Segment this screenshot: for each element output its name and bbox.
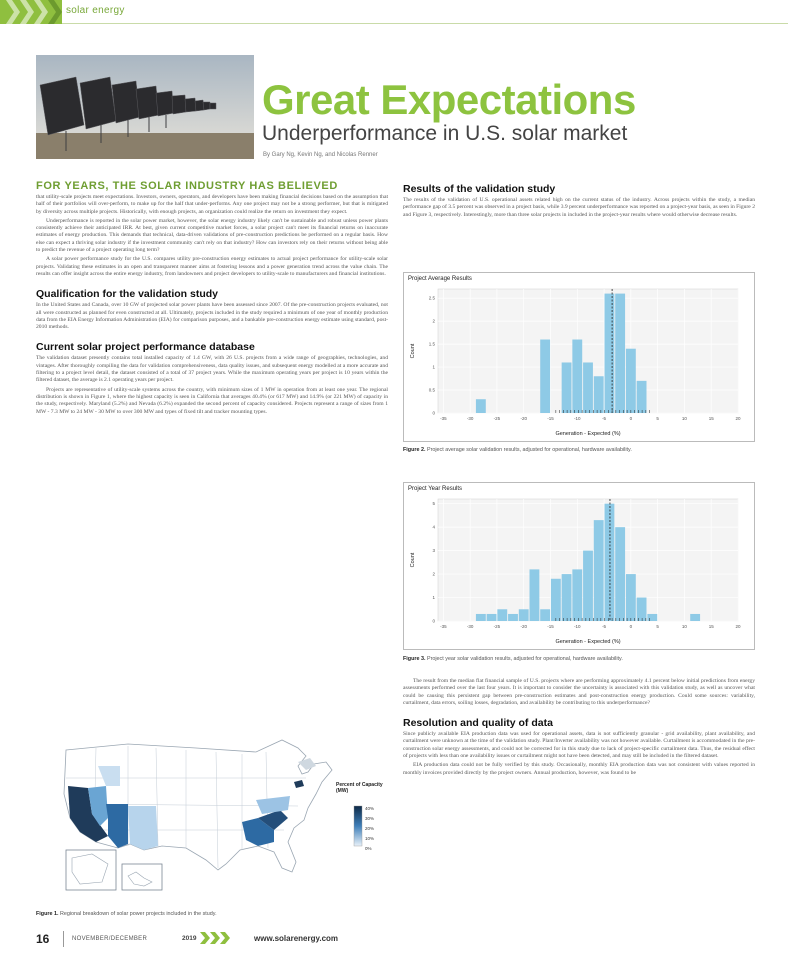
- page-footer: [36, 930, 756, 950]
- section-heading: Qualification for the validation study: [36, 288, 219, 301]
- right-column-bottom: [403, 678, 755, 777]
- map-legend-value: 0%: [365, 846, 372, 851]
- results-heading: Results of the validation study: [403, 183, 556, 195]
- histogram-bar: [647, 614, 657, 621]
- x-tick-label: 0: [629, 624, 633, 629]
- section-paragraph: The validation dataset presently contains total installed capacity of 1.4 GW, with 26 U.S. projects from a wide range of geographies, technologies, and vintages. After thoroughly compiling the data for validation comprehensiveness, data quality issues, and subsequent energy modelled at a more accurate and filtering to a project level detail, the dataset consisted of a total of 37 project years. While the maximum operating years per project is 10 years within the filtered dataset, the average is 2.1 operating years per project.: [36, 355, 388, 384]
- histogram-bar: [487, 614, 497, 621]
- map-legend-values: [365, 804, 374, 854]
- x-tick-label: 0: [629, 416, 633, 421]
- chevron-icon: [200, 932, 242, 944]
- histogram-bar: [551, 579, 561, 621]
- histogram-bar: [615, 527, 625, 621]
- article-title: Great Expectations: [262, 76, 636, 123]
- map-legend-value: 20%: [365, 826, 375, 831]
- caption-text: Project average solar validation results, adjusted for operational, hardware availability.: [426, 447, 632, 453]
- results-paragraph: The results of the validation of U.S. operational assets related high on the current status of the industry. Across projects within the study, a median performance gap of 3.5 percent was observed in a project basis, while 3.9 percent underperformance was reported on a project-year basis, as seen in Figure 2 and Figure 3, respectively. Interestingly, more than three solar projects in included in the project-year results where would otherwise decrease results.: [403, 197, 755, 218]
- y-tick-label: 4: [432, 524, 435, 530]
- section-label: solar energy: [66, 5, 125, 16]
- x-tick-label: 15: [708, 416, 714, 421]
- caption-label: Figure 2.: [403, 447, 426, 453]
- y-tick-label: 1: [432, 595, 435, 601]
- x-axis-label: Generation - Expected (%): [555, 639, 621, 645]
- caption-text: Project year solar validation results, adjusted for operational, hardware availability.: [426, 656, 623, 662]
- histogram-project-year: [404, 483, 756, 651]
- x-tick-label: 20: [735, 416, 741, 421]
- map-legend-value: 40%: [365, 806, 375, 811]
- histogram-bar: [476, 614, 486, 621]
- chevron-icon: [34, 0, 48, 24]
- x-tick-label: -25: [493, 416, 501, 421]
- y-tick-label: 5: [432, 501, 435, 507]
- histogram-bar: [583, 551, 593, 621]
- x-tick-label: 5: [656, 416, 659, 421]
- chevron-icon: [48, 0, 62, 24]
- results-paragraph: The result from the median flat financial sample of U.S. projects where are performing approximately 4.1 percent below initial predictions from energy assessments performed over the last four years. It is important to consider the uncertainty is associated with this validation study, as well as uncover what could be causing this persistent gap between pre-construction estimates and post-construction energy production. Could some sources: variability, curtailment, data errors, soiling losses, degradation, and availability be contributing to this underperformance?: [403, 678, 755, 706]
- left-column: [36, 180, 388, 416]
- y-tick-label: 0: [432, 410, 435, 416]
- y-tick-label: 0.5: [428, 387, 435, 393]
- article-kicker: FOR YEARS, THE SOLAR INDUSTRY HAS BELIEVED: [36, 180, 338, 192]
- right-column-top: [403, 183, 755, 219]
- histogram-bar: [626, 574, 636, 621]
- histogram-bar: [626, 349, 636, 413]
- section-paragraph: Projects are representative of utility-scale systems across the country, with minimum sizes of 1 MW in operation from at least one year. The regional distribution is shown in Figure 1, where the highest capacity is seen in California that averages 40.4% (or 617 MW) and 14.9% (or 221 MW) of capacity in the study, respectively. Maryland (5.2%) and Nevada (6.2%) expanded the second percent of capacity considered. Projects represent a range of sizes from 1 MW - 7.3 MW to 24 MW - 30 MW to over 300 MW and types of fixed tilt and tracker mounting types.: [36, 386, 388, 415]
- figure-1-caption: [36, 911, 217, 917]
- section-heading: Current solar project performance database: [36, 341, 255, 354]
- x-tick-label: -20: [520, 624, 527, 629]
- issue-date: NOVEMBER/DECEMBER: [72, 936, 148, 942]
- histogram-bar: [530, 569, 540, 621]
- x-tick-label: -30: [466, 416, 474, 421]
- histogram-bar: [594, 376, 604, 413]
- histogram-bar: [605, 294, 615, 413]
- map-legend-value: 10%: [365, 836, 375, 841]
- chevron-icon: [20, 0, 34, 24]
- intro-paragraph: Underperformance is reported in the solar power market, however, the solar energy industry likely can't be sustainable and robust unless power plants consistently achieve their anticipated IRR. At best, given current competitive market forces, a solar project can't meet its financial returns on inaccurate estimates of energy production. This demands that technical, data-driven validations of pre-construction predictions be performed on a regular basis. How else can expect a thriving solar industry if the investment community can't rely on that industry? How can investors rely on their returns without being able to predict the revenue of a project operating long term?: [36, 217, 388, 254]
- histogram-bar: [690, 614, 700, 621]
- x-tick-label: -10: [574, 624, 581, 629]
- page-number: 16: [36, 932, 50, 946]
- chart-title: Project Average Results: [408, 276, 472, 282]
- y-tick-label: 0: [432, 618, 435, 624]
- histogram-bar: [540, 340, 550, 413]
- histogram-bar: [497, 609, 507, 621]
- chart-title: Project Year Results: [408, 486, 463, 492]
- y-tick-label: 2.5: [428, 295, 435, 301]
- histogram-bar: [508, 614, 518, 621]
- website-link[interactable]: www.solarenergy.com: [254, 934, 339, 943]
- x-tick-label: 10: [681, 416, 687, 421]
- x-tick-label: -5: [602, 416, 607, 421]
- figure-2-caption: [403, 447, 632, 453]
- y-tick-label: 1.5: [428, 341, 435, 347]
- map-legend-scale: [354, 806, 362, 846]
- x-tick-label: -15: [547, 416, 554, 421]
- intro-paragraph: that utility-scale projects meet expectations. Investors, owners, operators, and developers have been making financial decisions based on the assumption that half of their portfolios will over-perform, to make up for the half that under-performs. Any one project may not be a strong performer, but that is mitigated by diversity across multiple projects. Historically, with enough projects, an organization could realize the return on investment they expect.: [36, 194, 388, 215]
- y-tick-label: 3: [432, 548, 435, 554]
- x-tick-label: 20: [735, 624, 741, 629]
- histogram-bar: [519, 609, 529, 621]
- x-tick-label: -5: [602, 624, 607, 629]
- histogram-bar: [562, 574, 572, 621]
- section-rule: [62, 23, 788, 24]
- intro-paragraph: A solar power performance study for the U.S. compares utility pre-construction energy estimates to actual project performance for utility-scale solar projects. Validating these estimates in an open and transparent manner aims at fostering lessons and a power generation trend across the value chain. The results can offer insight across the entire energy industry, from landowners and project developers to utility-scale to manufacturers and financial institutions.: [36, 256, 388, 277]
- x-tick-label: 10: [681, 624, 687, 629]
- x-tick-label: 5: [656, 624, 659, 629]
- section-paragraph: In the United States and Canada, over 10 GW of projected solar power plants have been assessed since 2007. Of the pre-construction projects evaluated, not all were constructed as planned for even constructed at all. Ultimately, projects included in the study required a minimum of one year of monthly production data from the EIA Energy Information Administration (EIA) for comparison purposes, and a bankable pre-construction energy estimate using standard, post-2010 methods.: [36, 302, 388, 331]
- chevron-icon: [6, 0, 20, 24]
- figure-project-year: [403, 482, 755, 650]
- issue-year: 2019: [182, 935, 197, 942]
- section-header: [0, 0, 788, 30]
- x-axis-label: Generation - Expected (%): [555, 431, 621, 437]
- histogram-bar: [637, 381, 647, 413]
- histogram-project-average: [404, 273, 756, 443]
- y-tick-label: 2: [432, 571, 435, 577]
- histogram-bar: [540, 609, 550, 621]
- article-byline: By Gary Ng, Kevin Ng, and Nicolas Renner: [263, 152, 378, 158]
- article-subtitle: Underperformance in U.S. solar market: [262, 122, 628, 145]
- x-tick-label: -15: [547, 624, 554, 629]
- state-new-mexico: [128, 806, 158, 850]
- x-tick-label: -10: [574, 416, 581, 421]
- y-axis-label: Count: [410, 343, 416, 359]
- histogram-bar: [572, 340, 582, 413]
- resolution-paragraph: EIA production data could not be fully verified by this study. Occasionally, monthly EIA production data was not consistent with values reported in monthly invoices provided directly by the project owners. Annual production, however, was found to be: [403, 762, 755, 776]
- map-legend-title: Percent of Capacity (MW): [336, 782, 383, 794]
- figure-project-average: [403, 272, 755, 442]
- x-tick-label: 15: [708, 624, 714, 629]
- y-tick-label: 2: [432, 318, 435, 324]
- resolution-heading: Resolution and quality of data: [403, 717, 553, 730]
- figure-us-map: [36, 722, 388, 902]
- figure-3-caption: [403, 656, 623, 662]
- map-legend-value: 30%: [365, 816, 375, 821]
- y-axis-label: Count: [410, 552, 416, 568]
- y-tick-label: 1: [432, 364, 435, 370]
- histogram-bar: [615, 294, 625, 413]
- x-tick-label: -20: [520, 416, 527, 421]
- x-tick-label: -35: [440, 416, 447, 421]
- footer-divider: [63, 931, 64, 947]
- histogram-bar: [637, 598, 647, 621]
- x-tick-label: -25: [493, 624, 501, 629]
- histogram-bar: [583, 362, 593, 413]
- caption-text: Regional breakdown of solar power projects included in the study.: [59, 911, 217, 917]
- histogram-bar: [605, 504, 615, 621]
- resolution-paragraph: Since publicly available EIA production data was used for operational assets, data is not sufficiently granular - grid availability, plant availability, and curtailment were unknown at the time of the validation study. Plant/Inverter availability was not however available. Curtailment is accommodated in the pre-construction solar energy assessments, and could not be corrected for in this study due to lack of project-specific curtailment data. Thus, the residual effect of projects with less than one availability issues or curtailment might not have been detected, and may still be included in the filtered dataset.: [403, 731, 755, 760]
- caption-label: Figure 1.: [36, 911, 59, 917]
- x-tick-label: -35: [440, 624, 447, 629]
- histogram-bar: [476, 399, 486, 413]
- histogram-bar: [594, 520, 604, 621]
- caption-label: Figure 3.: [403, 656, 426, 662]
- x-tick-label: -30: [466, 624, 474, 629]
- histogram-bar: [562, 362, 572, 413]
- solar-array-photo: [36, 55, 254, 159]
- histogram-bar: [572, 569, 582, 621]
